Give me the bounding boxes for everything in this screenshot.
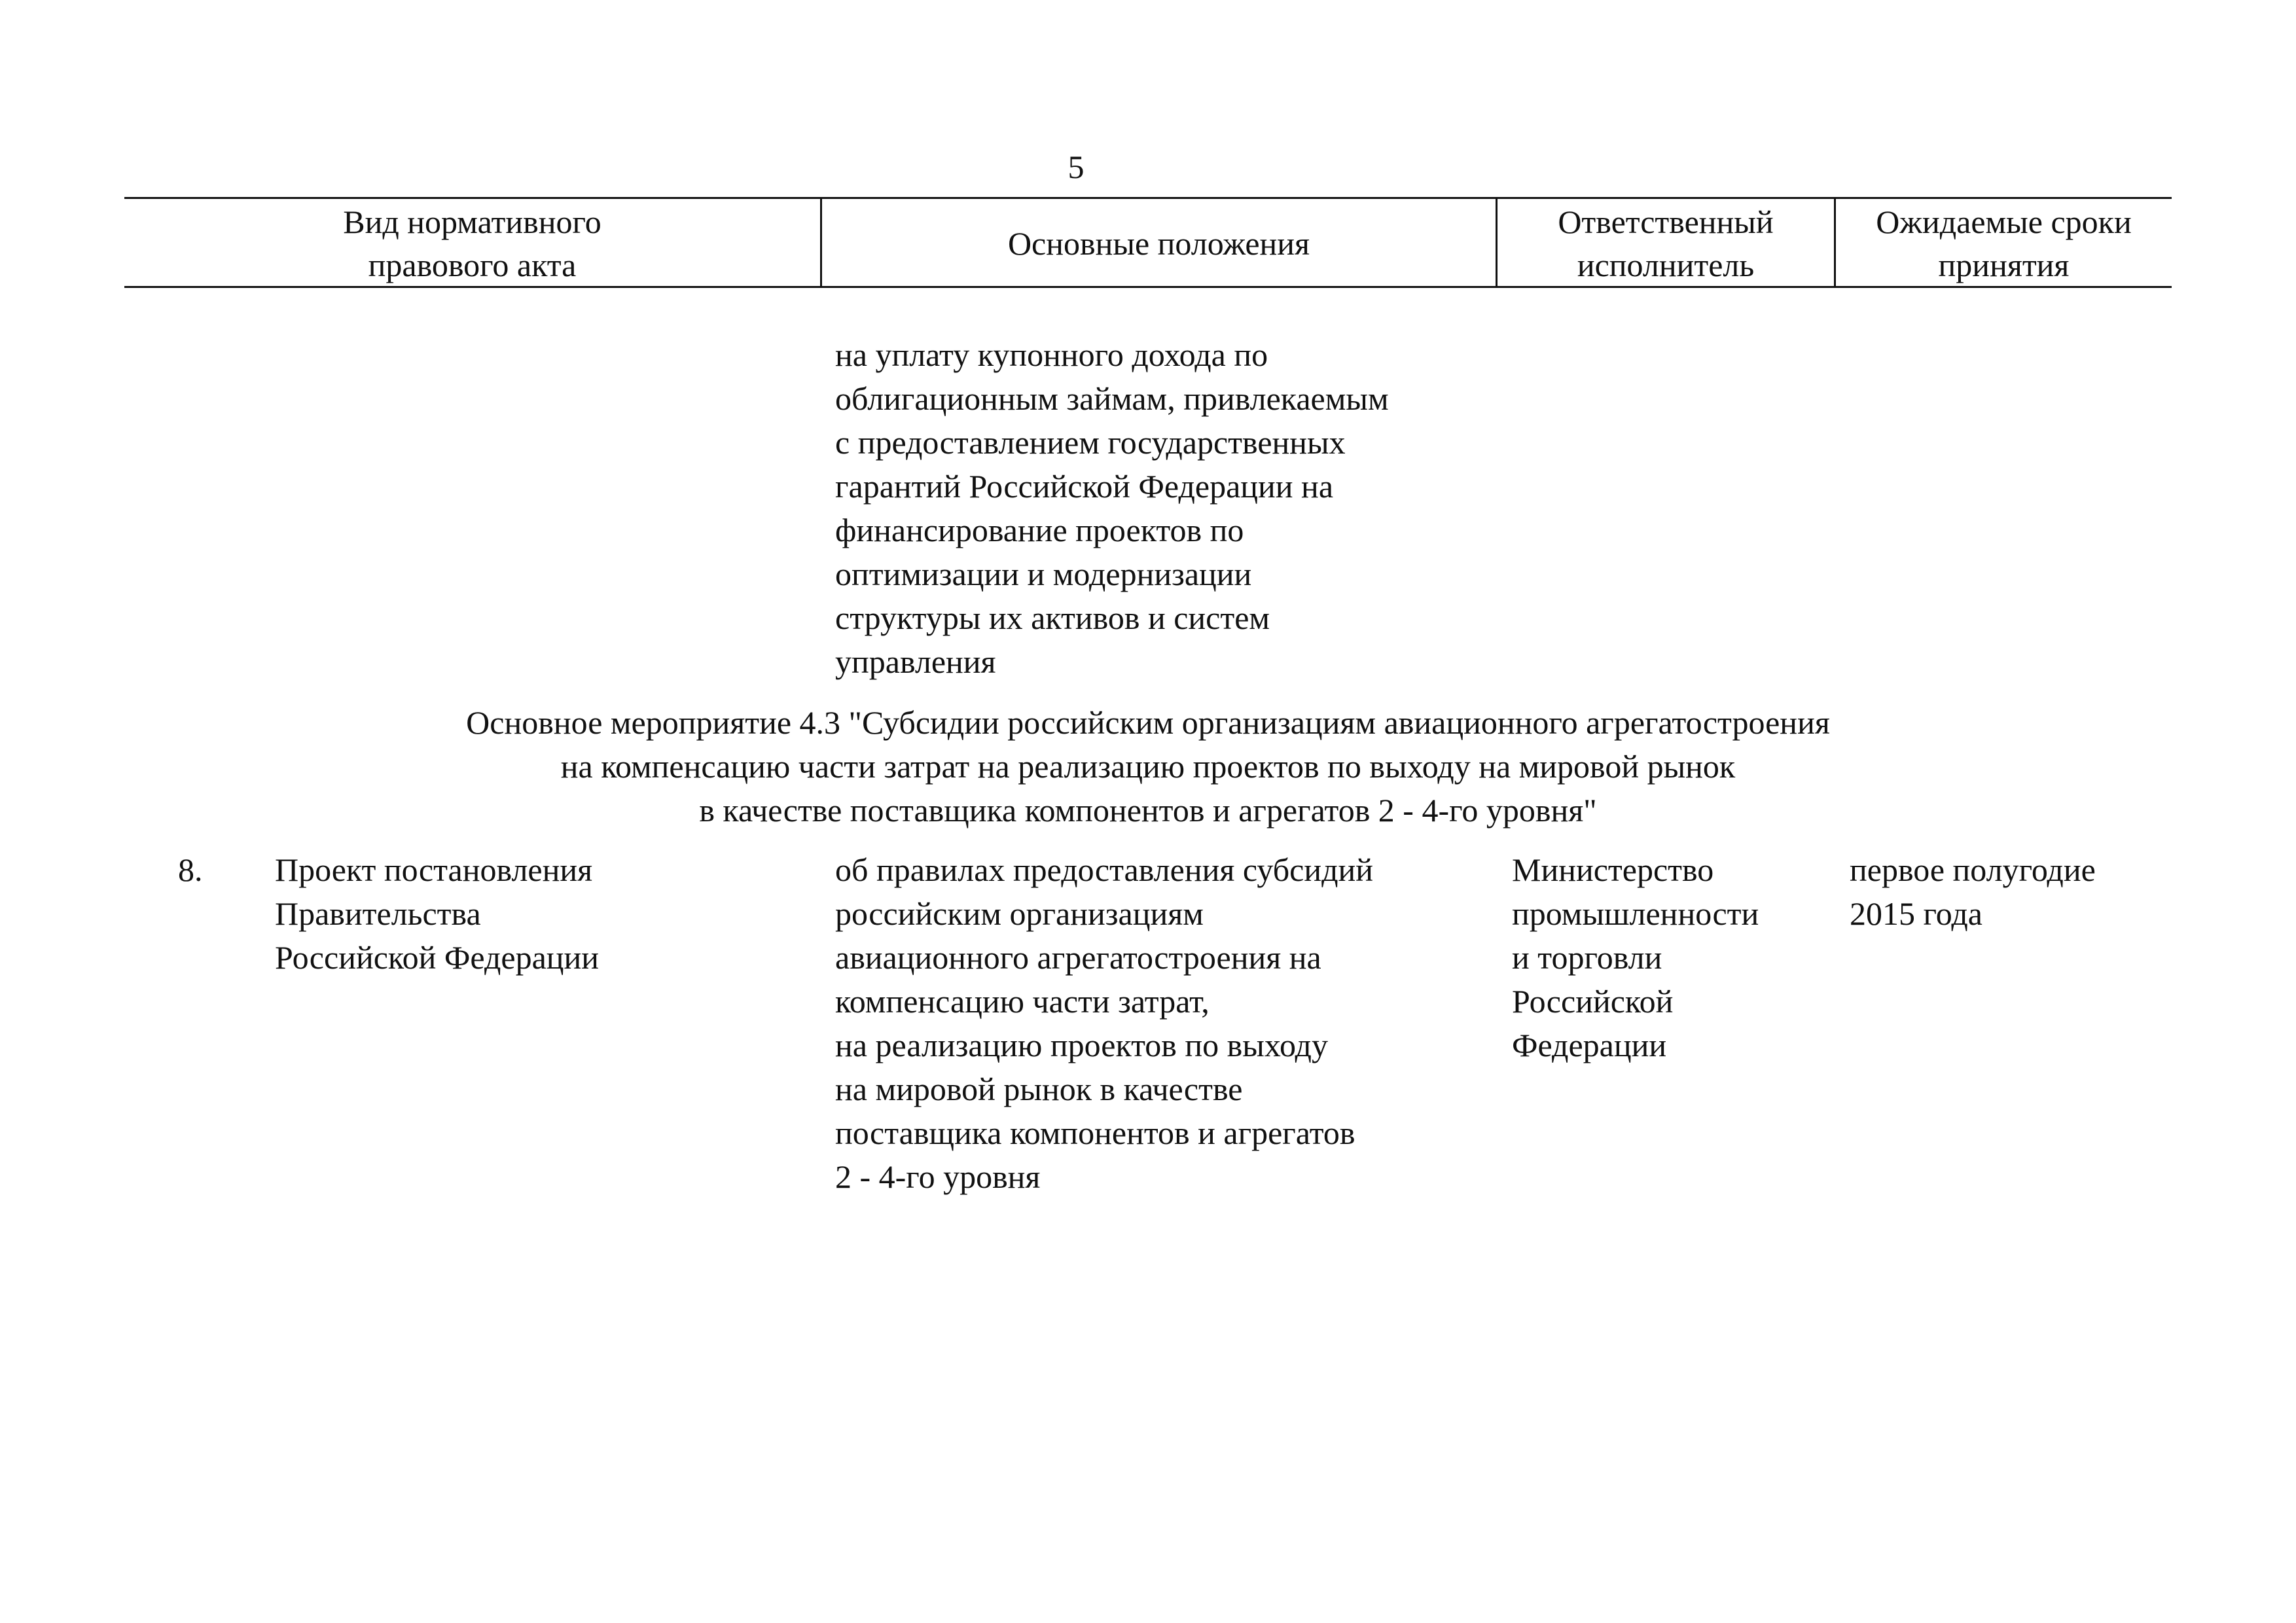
provisions-line: авиационного агрегатостроения на: [835, 939, 1321, 976]
header-executor-line-2: исполнитель: [1577, 247, 1755, 283]
provisions-line: на мировой рынок в качестве: [835, 1071, 1243, 1107]
provisions-line: на реализацию проектов по выходу: [835, 1027, 1328, 1063]
continuation-line: структуры их активов и систем: [835, 599, 1270, 636]
row-number: 8.: [178, 851, 203, 888]
continuation-line: управления: [835, 643, 996, 680]
continuation-line: оптимизации и модернизации: [835, 556, 1252, 592]
row-deadline: [1850, 848, 2096, 936]
header-top-rule: [124, 197, 2172, 199]
continuation-line: с предоставлением государственных: [835, 424, 1346, 461]
executor-line: промышленности: [1512, 895, 1759, 932]
header-provisions-label: Основные положения: [1007, 225, 1310, 262]
row-act-type: [275, 848, 599, 980]
act-type-line: Правительства: [275, 895, 481, 932]
provisions-line: российским организациям: [835, 895, 1204, 932]
section-heading-line: на компенсацию части затрат на реализацию проектов по выходу на мировой рынок: [560, 748, 1736, 785]
section-heading: [0, 701, 2296, 832]
page-number: 5: [1067, 149, 1085, 185]
header-provisions: [822, 222, 1496, 265]
row-provisions: [835, 848, 1373, 1199]
executor-line: и торговли: [1512, 939, 1662, 976]
provisions-line: компенсацию части затрат,: [835, 983, 1210, 1020]
header-deadline: [1836, 200, 2172, 287]
header-deadline-line-2: принятия: [1938, 247, 2070, 283]
continuation-line: финансирование проектов по: [835, 512, 1244, 548]
section-heading-line: Основное мероприятие 4.3 "Субсидии российским организациям авиационного агрегатостроения: [466, 704, 1830, 741]
act-type-line: Проект постановления: [275, 851, 593, 888]
section-heading-line: в качестве поставщика компонентов и агрегатов 2 - 4-го уровня": [699, 792, 1597, 829]
header-act-type-line-1: Вид нормативного: [343, 204, 601, 240]
continuation-line: на уплату купонного дохода по: [835, 336, 1268, 373]
header-deadline-line-1: Ожидаемые сроки: [1876, 204, 2132, 240]
provisions-line: 2 - 4-го уровня: [835, 1158, 1041, 1195]
row-executor: [1512, 848, 1759, 1067]
header-act-type: [124, 200, 820, 287]
continuation-line: облигационным займам, привлекаемым: [835, 380, 1389, 417]
deadline-line: 2015 года: [1850, 895, 1982, 932]
header-act-type-line-2: правового акта: [368, 247, 577, 283]
deadline-line: первое полугодие: [1850, 851, 2096, 888]
continuation-provisions: [835, 333, 1389, 684]
executor-line: Министерство: [1512, 851, 1714, 888]
executor-line: Федерации: [1512, 1027, 1667, 1063]
executor-line: Российской: [1512, 983, 1674, 1020]
header-executor: [1498, 200, 1834, 287]
header-executor-line-1: Ответственный: [1558, 204, 1774, 240]
act-type-line: Российской Федерации: [275, 939, 600, 976]
provisions-line: поставщика компонентов и агрегатов: [835, 1115, 1355, 1151]
provisions-line: об правилах предоставления субсидий: [835, 851, 1374, 888]
continuation-line: гарантий Российской Федерации на: [835, 468, 1334, 505]
